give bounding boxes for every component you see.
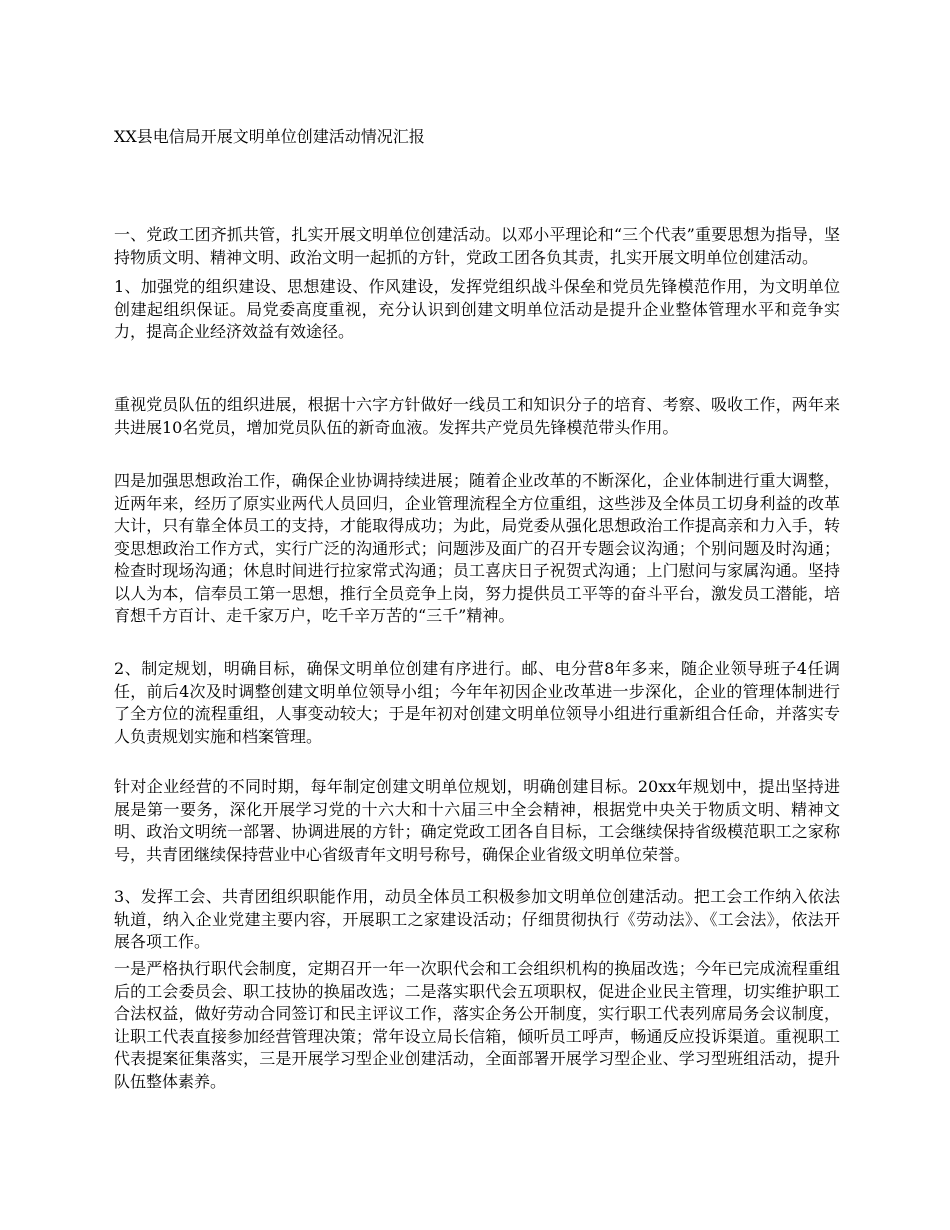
- paragraph-ideological-work: 四是加强思想政治工作，确保企业协调持续进展；随着企业改革的不断深化，企业体制进行重大调整，近两年来，经历了原实业两代人员回归，企业管理流程全方位重组，这些涉及全体员工切身利益的改革大计，只有靠全体员工的支持，才能取得成功；为此，局党委从强化思想政治工作提高亲和力入手，转变思想政治工作方式，实行广泛的沟通形式；问题涉及面广的召开专题会议沟通；个别问题及时沟通；检查时现场沟通；休息时间进行拉家常式沟通；员工喜庆日子祝贺式沟通；上门慰问与家属沟通。坚持以人为本，信奉员工第一思想，推行全员竞争上岗，努力提供员工平等的奋斗平台，激发员工潜能，培育想千方百计、走千家万户，吃千辛万苦的“三千”精神。: [114, 471, 840, 625]
- paragraph-annual-plan: 针对企业经营的不同时期，每年制定创建文明单位规划，明确创建目标。20xx年规划中，提出坚持进展是第一要务，深化开展学习党的十六大和十六届三中全会精神，根据党中央关于物质文明、精神文明、政治文明统一部署、协调进展的方针；确定党政工团各自目标，工会继续保持省级模范职工之家称号，共青团继续保持营业中心省级青年文明号称号，确保企业省级文明单位荣誉。: [114, 777, 840, 864]
- paragraph-organization-building: 1、加强党的组织建设、思想建设、作风建设，发挥党组织战斗保垒和党员先锋模范作用，为文明单位创建起组织保证。局党委高度重视，充分认识到创建文明单位活动是提升企业整体管理水平和竞争实力，提高企业经济效益有效途径。: [114, 277, 840, 341]
- paragraph-party-work: 一、党政工团齐抓共管，扎实开展文明单位创建活动。以邓小平理论和“三个代表”重要思想为指导，坚持物质文明、精神文明、政治文明一起抓的方针，党政工团各负其责，扎实开展文明单位创建活动。: [114, 225, 840, 267]
- paragraph-workers-congress: 一是严格执行职代会制度，定期召开一年一次职代会和工会组织机构的换届改选；今年已完成流程重组后的工会委员会、职工技协的换届改选；二是落实职代会五项职权，促进企业民主管理，切实维护职工合法权益，做好劳动合同签订和民主评议工作，落实企务公开制度，实行职工代表列席局务会议制度，让职工代表直接参加经营管理决策；常年设立局长信箱，倾听员工呼声，畅通反应投诉渠道。重视职工代表提案征集落实，三是开展学习型企业创建活动，全面部署开展学习型企业、学习型班组活动，提升队伍整体素养。: [114, 959, 840, 1091]
- paragraph-party-members: 重视党员队伍的组织进展，根据十六字方针做好一线员工和知识分子的培育、考察、吸收工作，两年来共进展10名党员，增加党员队伍的新奇血液。发挥共产党员先锋模范带头作用。: [114, 395, 840, 437]
- paragraph-union-youth: 3、发挥工会、共青团组织职能作用，动员全体员工积极参加文明单位创建活动。把工会工作纳入依法轨道，纳入企业党建主要内容，开展职工之家建设活动；仔细贯彻执行《劳动法》、《工会法》，依法开展各项工作。: [114, 887, 840, 951]
- document-title: XX县电信局开展文明单位创建活动情况汇报: [114, 127, 425, 146]
- paragraph-planning: 2、制定规划，明确目标，确保文明单位创建有序进行。邮、电分营8年多来，随企业领导班子4任调任，前后4次及时调整创建文明单位领导小组；今年年初因企业改革进一步深化，企业的管理体制进行了全方位的流程重组，人事变动较大；于是年初对创建文明单位领导小组进行重新组合任命，并落实专人负责规划实施和档案管理。: [114, 659, 840, 746]
